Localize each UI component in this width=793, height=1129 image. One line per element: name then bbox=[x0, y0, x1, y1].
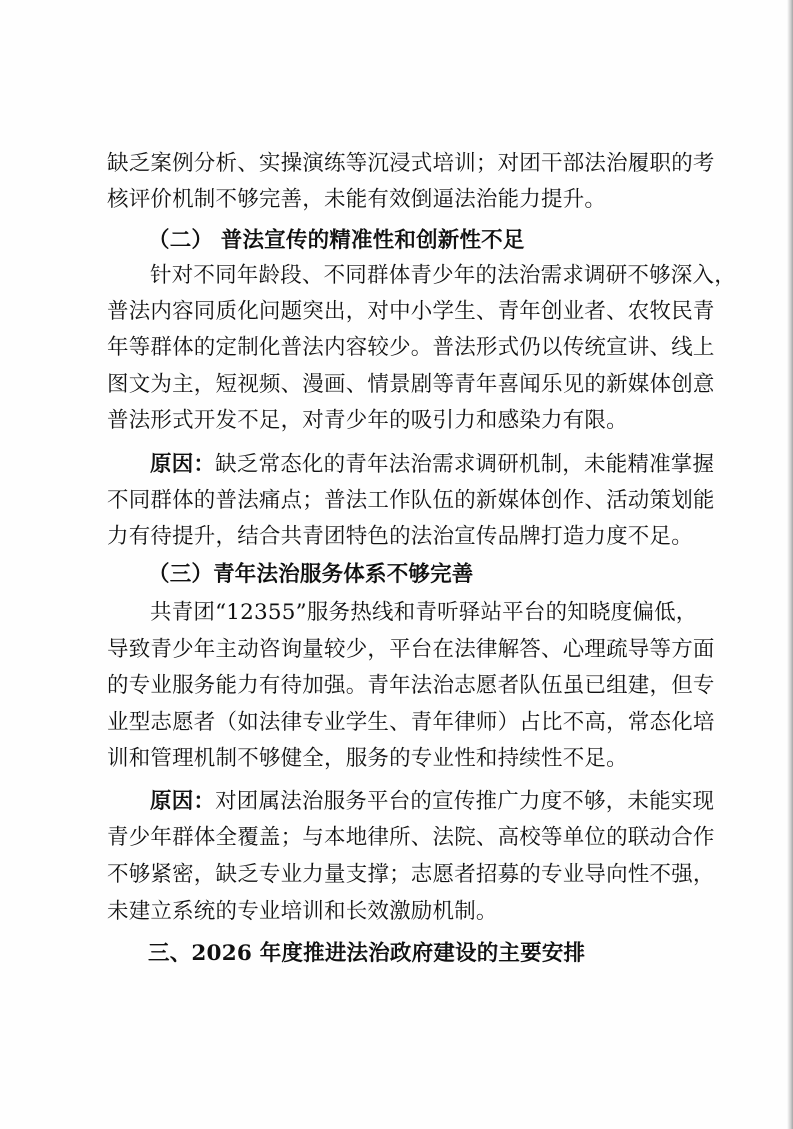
section-heading: （三）青年法治服务体系不够完善 bbox=[148, 562, 474, 587]
paragraph-line: 普法形式开发不足，对青少年的吸引力和感染力有限。 bbox=[107, 408, 628, 433]
paragraph-line: 普法内容同质化问题突出，对中小学生、青年创业者、农牧民青 bbox=[107, 299, 715, 324]
paragraph-line: 力有待提升，结合共青团特色的法治宣传品牌打造力度不足。 bbox=[107, 524, 693, 549]
reason-paragraph-line bbox=[150, 451, 714, 479]
paragraph-line: 核评价机制不够完善，未能有效倒逼法治能力提升。 bbox=[107, 187, 607, 212]
paragraph-line: 不够紧密，缺乏专业力量支撑；志愿者招募的专业导向性不强， bbox=[107, 862, 715, 887]
reason-paragraph-line bbox=[150, 788, 714, 816]
paragraph-line: 共青团“12355”服务热线和青听驿站平台的知晓度偏低， bbox=[150, 600, 698, 625]
chapter-heading: 三、2026 年度推进法治政府建设的主要安排 bbox=[148, 941, 586, 966]
section-heading: （二） 普法宣传的精准性和创新性不足 bbox=[148, 228, 525, 253]
paragraph-line: 青少年群体全覆盖；与本地律所、法院、高校等单位的联动合作 bbox=[107, 825, 715, 850]
paragraph-line: 训和管理机制不够健全，服务的专业性和持续性不足。 bbox=[107, 746, 628, 771]
paragraph-line: 业型志愿者（如法律专业学生、青年律师）占比不高，常态化培 bbox=[107, 710, 715, 735]
reason-text: 对团属法治服务平台的宣传推广力度不够，未能实现 bbox=[215, 789, 715, 814]
reason-label: 原因： bbox=[150, 789, 216, 814]
paragraph-line: 导致青少年主动咨询量较少，平台在法律解答、心理疏导等方面 bbox=[107, 637, 715, 662]
paragraph-line: 的专业服务能力有待加强。青年法治志愿者队伍虽已组建，但专 bbox=[107, 673, 715, 698]
paragraph-line: 年等群体的定制化普法内容较少。普法形式仍以传统宣讲、线上 bbox=[107, 335, 715, 360]
paragraph-line: 针对不同年龄段、不同群体青少年的法治需求调研不够深入， bbox=[150, 263, 736, 288]
reason-text: 缺乏常态化的青年法治需求调研机制，未能精准掌握 bbox=[215, 452, 715, 477]
paragraph-line: 图文为主，短视频、漫画、情景剧等青年喜闻乐见的新媒体创意 bbox=[107, 372, 715, 397]
reason-label: 原因： bbox=[150, 452, 216, 477]
scan-edge-shadow bbox=[787, 0, 793, 1129]
paragraph-line: 不同群体的普法痛点；普法工作队伍的新媒体创作、活动策划能 bbox=[107, 488, 715, 513]
paragraph-line: 缺乏案例分析、实操演练等沉浸式培训；对团干部法治履职的考 bbox=[107, 151, 715, 176]
paragraph-line: 未建立系统的专业培训和长效激励机制。 bbox=[107, 899, 498, 924]
